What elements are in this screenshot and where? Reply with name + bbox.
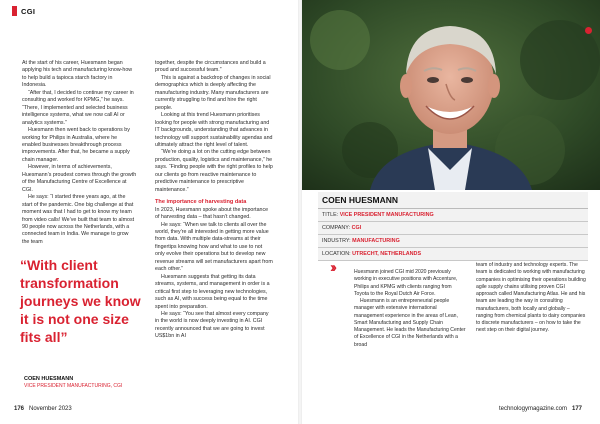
photo-badge-icon [585,27,592,34]
bio-key: TITLE: [322,212,339,218]
bio-row-industry [318,235,588,248]
site-url: technologymagazine.com [498,406,567,412]
paragraph: “After that, I decided to continue my career in consulting and worked for KPMG,” he says. “There, I implemented and selected business intelligence systems, what we now call AI or analytics systems.” [22,89,134,126]
paragraph: Huesmann then went back to operations by working for Philips in Australia, where he enabled businesses breakthrough process improvements. After that, he became a supply chain manager. [22,127,130,163]
paragraph: At the start of his career, Huesmann began applying his tech and manufacturing know-how to help build a tapioca starch factory in Indonesia. [22,60,133,89]
bio-column-2 [476,262,586,335]
body-column-1 [22,60,137,246]
bio-value: CGI [351,225,362,231]
portrait-photo [300,0,600,190]
bio-value: VICE PRESIDENT MANUFACTURING [339,212,434,218]
bio-key: INDUSTRY: [322,238,351,244]
section-marker [12,6,17,16]
body-column-2 [155,60,273,341]
paragraph: Huesmann is an entrepreneurial people manager with extensive international management experience in the areas of Lean, Smart Manufacturing and Supply Chain Management. He leads the Manufacturing Center of Excellence of CGI in the Netherlands with a broad [354,298,466,348]
paragraph: team of industry and technology experts. The team is dedicated to working with manufacturing companies in optimising their operations building agile supply chains utilising proven CGI approach called Manufacturing Atlas. He and his team are leading the way in consulting manufacturers, both locally and globally – ranging from chemical plants to dairy companies to discrete manufacturers – on how to take the next step on their digital journey. [476,262,586,334]
page-number: 176 [14,406,25,412]
pull-quote-name: COEN HUESMANN [24,376,74,382]
bio-name: COEN HUESMANN [318,192,588,209]
right-page [300,0,600,424]
bio-row-location [318,248,588,261]
paragraph: This is against a backdrop of changes in social demographics which is deeply affecting the manufacturing industry. Many manufacturers are currently struggling to find and hire the right people. [155,74,271,111]
page-number: 177 [571,406,582,412]
pull-quote-role: VICE PRESIDENT MANUFACTURING, CGI [24,383,123,389]
bio-column-1 [354,269,466,349]
chevron-right-icon: ›› [330,259,334,276]
paragraph: “We’re doing a lot on the cutting edge between production, quality, logistics and maintenance,” he says. “Finding people with the right profiles to help our clients go from reactive maintenance to predictive maintenance to prescriptive maintenance.” [155,149,273,193]
paragraph: He says: “I started three years ago, at the start of the pandemic. One big challenge at that moment was that I had to get to know my team from video calls! We’ve built that team to almost 90 people now across the Netherlands, with a connected team in India. We manage to grow the team [22,194,135,245]
section-tab [12,6,35,16]
issue-date: November 2023 [29,406,72,412]
paragraph: Looking at this trend Huesmann prioritises looking for people with strong manufacturing and IT backgrounds, understanding that advances in technology will support sustainability agendas and ultimately attract the right level of talent. [155,112,273,148]
paragraph: He says: “You see that almost every company in the world is now deeply investing in AI. CGI recently announced that we are going to invest US$1bn in AI [155,310,269,340]
bio-key: COMPANY: [322,225,351,231]
section-label: CGI [21,6,36,16]
paragraph: Huesmann joined CGI mid 2020 previously working in executive positions with Accenture, Philips and KPMG with clients ranging from Toyota to the Royal Dutch Air Force. [354,269,458,297]
gutter [298,0,302,424]
bio-row-company [318,222,588,235]
paragraph: He says: “When we talk to clients all over the world, they’re all interested in getting more value from data. With multiple data-streams at their fingertips knowing how and what to use to not only evolve their operations but to develop new revenue streams will set manufacturers apart from each other.” [155,221,273,273]
bio-key: LOCATION: [322,251,351,257]
subheading: The importance of harvesting data [155,199,247,206]
paragraph: In 2023, Huesmann spoke about the importance of harvesting data – that hasn’t changed. [155,206,269,221]
paragraph: together, despite the circumstances and build a proud and successful team.” [155,60,266,74]
bio-panel [318,192,588,261]
bio-value: UTRECHT, NETHERLANDS [352,251,422,257]
paragraph: However, in terms of achievements, Huesmann’s proudest comes through the growth of the Manufacturing Centre of Excellence at CGI. [22,164,137,193]
folio-left [14,406,72,412]
folio-right [499,406,582,412]
paragraph: Huesmann suggests that getting its data streams, systems, and management in order is a critical first step to leveraging new technologies, such as AI, with success being equal to the time spent into preparation. [155,273,270,310]
bio-row-title [318,209,588,222]
pull-quote: “With client transformation journeys we know it is not one size fits all” [20,257,141,345]
bio-value: MANUFACTURING [352,238,400,244]
